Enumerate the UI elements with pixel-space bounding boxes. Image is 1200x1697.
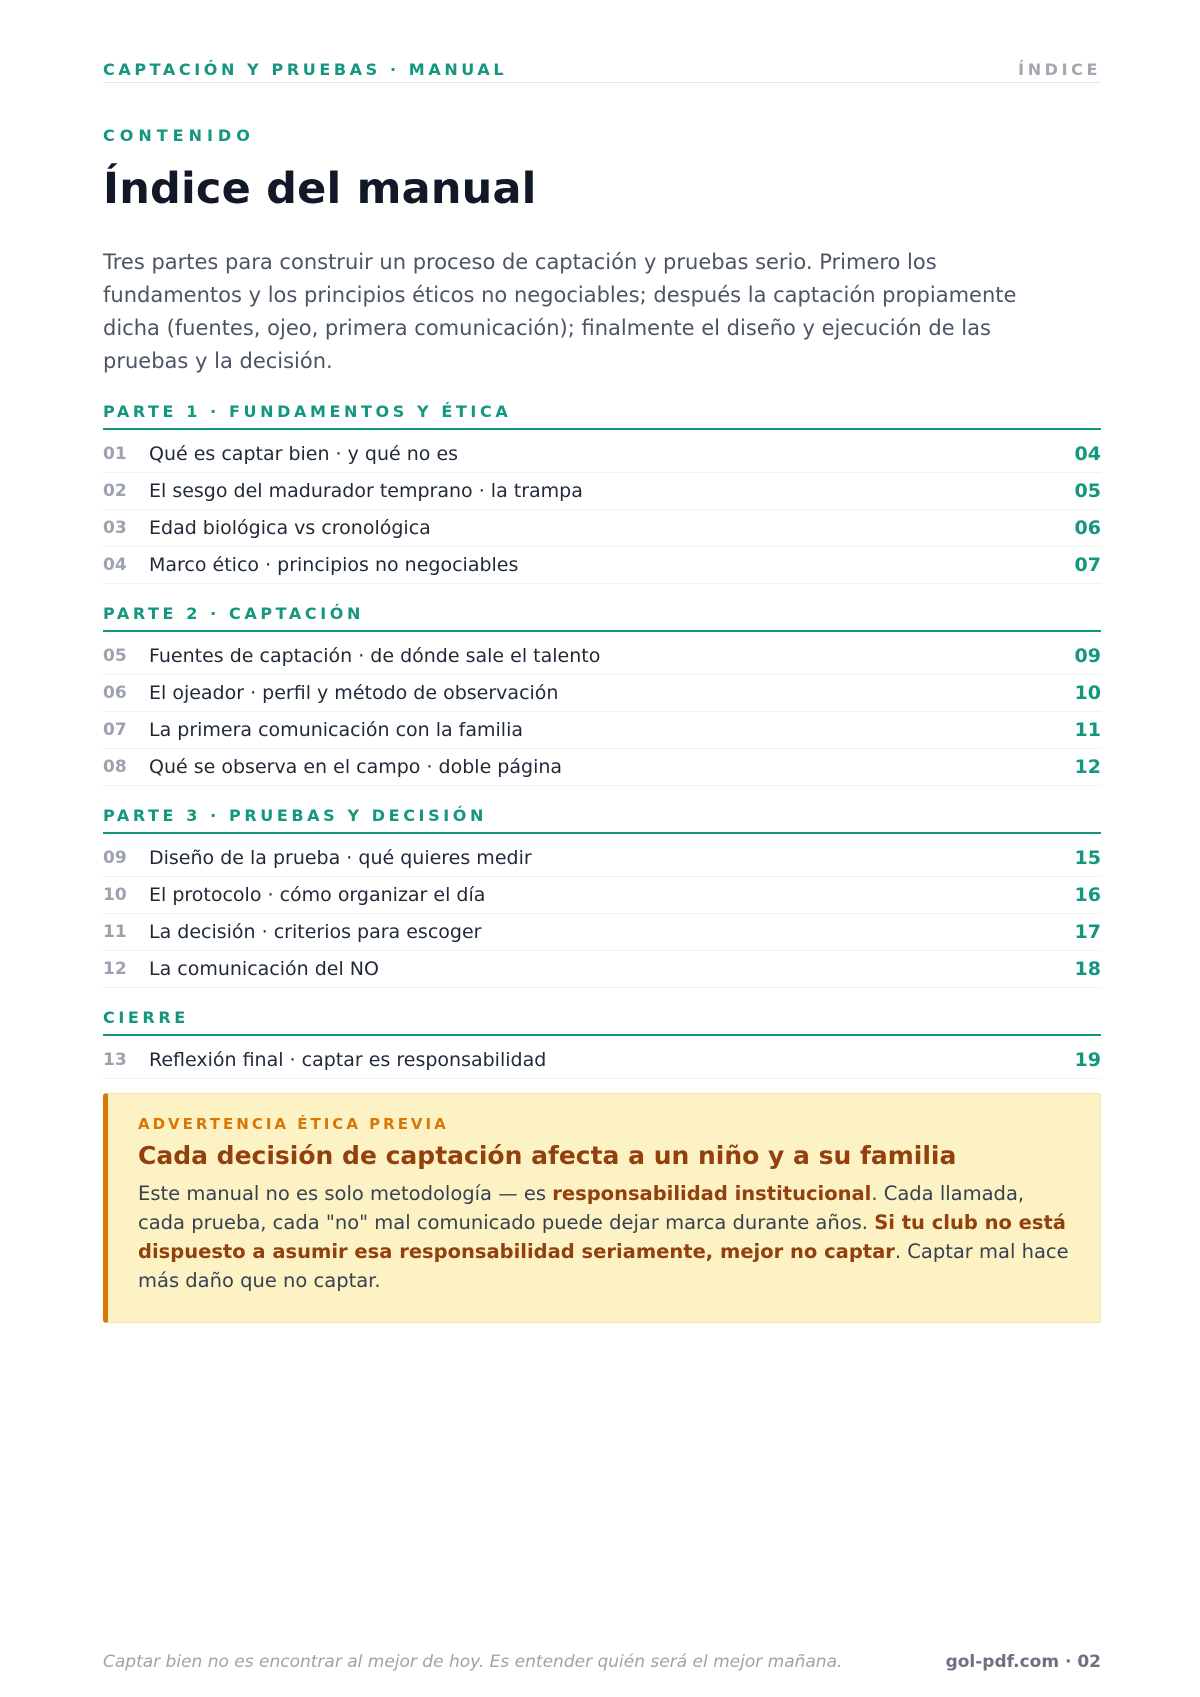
ethics-warning-callout	[103, 1093, 1101, 1323]
toc-entry[interactable]	[103, 510, 1101, 547]
intro-paragraph: Tres partes para construir un proceso de captación y pruebas serio. Primero los fundamentos y los principios éticos no negociables; después la captación propiamente dicha (fuentes, ojeo, primera comunicación); finalmente el diseño y ejecución de las pruebas y la decisión.	[103, 250, 1017, 373]
page-title: Índice del manual	[103, 164, 537, 214]
running-header-title: CAPTACIÓN Y PRUEBAS · MANUAL	[103, 60, 508, 79]
toc-entry-label: La primera comunicación con la familia	[149, 719, 524, 741]
toc-entry-label: Reflexión final · captar es responsabilidad	[149, 1049, 547, 1071]
callout-title: Cada decisión de captación afecta a un niño y a su familia	[138, 1141, 957, 1170]
footer-site-page: gol-pdf.com · 02	[945, 1652, 1101, 1672]
toc-entry[interactable]	[103, 877, 1101, 914]
toc-entry-page: 18	[1074, 958, 1101, 980]
toc-entry[interactable]	[103, 914, 1101, 951]
toc-entry[interactable]	[103, 547, 1101, 584]
toc-entry-page: 12	[1074, 756, 1101, 778]
toc-part	[103, 398, 1101, 584]
toc-entry-label: El sesgo del madurador temprano · la trampa	[149, 480, 583, 502]
toc-entry[interactable]	[103, 675, 1101, 712]
running-header-section: ÍNDICE	[1018, 60, 1101, 79]
toc-entry-number: 10	[103, 885, 127, 905]
toc-entry-number: 12	[103, 959, 127, 979]
toc-entry-label: Edad biológica vs cronológica	[149, 517, 431, 539]
callout-text: Este manual no es solo metodología — es	[138, 1182, 553, 1205]
toc-entry-label: Qué se observa en el campo · doble página	[149, 756, 563, 778]
callout-eyebrow: ADVERTENCIA ÉTICA PREVIA	[138, 1115, 449, 1133]
toc-entry-label: La decisión · criterios para escoger	[149, 921, 482, 943]
toc-entry-page: 15	[1074, 847, 1101, 869]
toc-part-heading: PARTE 1 · FUNDAMENTOS Y ÉTICA	[103, 398, 1101, 430]
page-footer	[103, 1652, 1101, 1672]
toc-entry-number: 11	[103, 922, 127, 942]
toc-entry-number: 05	[103, 646, 127, 666]
toc-entry[interactable]	[103, 951, 1101, 988]
toc-entry-page: 10	[1074, 682, 1101, 704]
toc-part-heading: PARTE 3 · PRUEBAS Y DECISIÓN	[103, 802, 1101, 834]
toc-entry[interactable]	[103, 840, 1101, 877]
toc-entry[interactable]	[103, 1042, 1101, 1079]
toc-entry-label: La comunicación del NO	[149, 958, 379, 980]
toc-part-heading: PARTE 2 · CAPTACIÓN	[103, 600, 1101, 632]
toc-entry-page: 06	[1074, 517, 1101, 539]
callout-text: . Captar mal hace más daño que no captar.	[138, 1240, 1069, 1292]
toc-entry[interactable]	[103, 749, 1101, 786]
running-header	[103, 60, 1101, 83]
callout-text: . Cada llamada, cada prueba, cada "no" mal comunicado puede dejar marca durante años.	[138, 1182, 1025, 1234]
toc-entry[interactable]	[103, 638, 1101, 675]
toc-entry-number: 01	[103, 444, 127, 464]
section-eyebrow: CONTENIDO	[103, 126, 255, 145]
toc-entry-label: Qué es captar bien · y qué no es	[149, 443, 459, 465]
toc-entry-label: Marco ético · principios no negociables	[149, 554, 519, 576]
toc-entry-number: 02	[103, 481, 127, 501]
toc-entry-page: 07	[1074, 554, 1101, 576]
toc-entry-number: 06	[103, 683, 127, 703]
toc-part	[103, 802, 1101, 988]
toc-entry[interactable]	[103, 436, 1101, 473]
toc-entry-label: Diseño de la prueba · qué quieres medir	[149, 847, 532, 869]
toc-entry-label: El protocolo · cómo organizar el día	[149, 884, 486, 906]
footer-quote: Captar bien no es encontrar al mejor de hoy. Es entender quién será el mejor mañana.	[103, 1652, 843, 1672]
toc-part	[103, 600, 1101, 786]
toc-entry-page: 17	[1074, 921, 1101, 943]
toc-entry-page: 11	[1074, 719, 1101, 741]
page	[103, 0, 1101, 1697]
toc-entry-number: 04	[103, 555, 127, 575]
toc-entry-label: El ojeador · perfil y método de observación	[149, 682, 559, 704]
callout-emphasis: responsabilidad institucional	[552, 1182, 872, 1205]
toc-entry-number: 08	[103, 757, 127, 777]
toc-entry-number: 07	[103, 720, 127, 740]
toc-part	[103, 1004, 1101, 1079]
toc-entry[interactable]	[103, 473, 1101, 510]
toc-entry-label: Fuentes de captación · de dónde sale el talento	[149, 645, 601, 667]
toc-entry-page: 16	[1074, 884, 1101, 906]
toc-entry-page: 19	[1074, 1049, 1101, 1071]
toc-entry-page: 04	[1074, 443, 1101, 465]
toc-entry[interactable]	[103, 712, 1101, 749]
toc-part-heading: CIERRE	[103, 1004, 1101, 1036]
toc-entry-number: 13	[103, 1050, 127, 1070]
table-of-contents	[103, 398, 1101, 1095]
toc-entry-number: 09	[103, 848, 127, 868]
toc-entry-page: 09	[1074, 645, 1101, 667]
toc-entry-number: 03	[103, 518, 127, 538]
toc-entry-page: 05	[1074, 480, 1101, 502]
callout-body	[138, 1179, 1070, 1295]
callout-emphasis: Si tu club no está dispuesto a asumir esa responsabilidad seriamente, mejor no captar	[138, 1211, 1066, 1263]
